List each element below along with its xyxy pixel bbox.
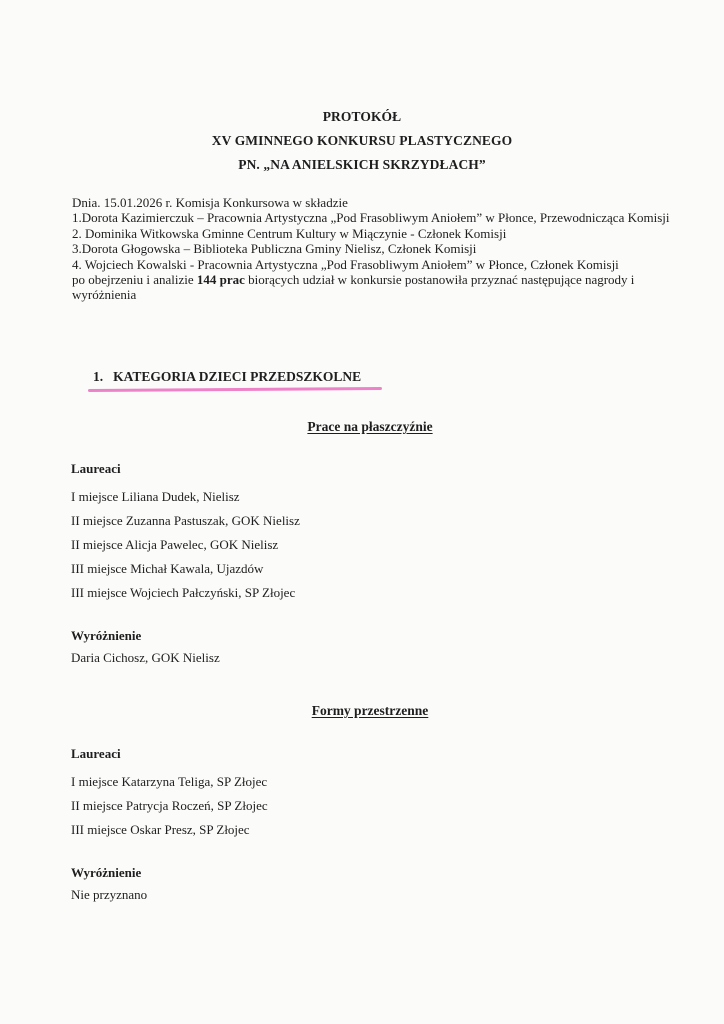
decision-text-start: po obejrzeniu i analizie [72, 272, 197, 288]
works-count: 144 prac [196, 272, 245, 288]
section-heading-spatial-forms [8, 703, 724, 719]
list-item: I miejsce Katarzyna Teliga, SP Złojec [71, 774, 268, 789]
list-item: III miejsce Wojciech Pałczyński, SP Złojec [71, 585, 296, 600]
laureates-list-spatial [71, 746, 268, 842]
list-item: I miejsce Liliana Dudek, Nielisz [71, 489, 240, 504]
distinctions-list-spatial [71, 865, 147, 907]
contest-subtitle: PN. „NA ANIELSKICH SKRZYDŁACH” [238, 157, 486, 172]
highlight-underline [88, 387, 382, 392]
committee-member-4: 4. Wojciech Kowalski - Pracownia Artystyczna „Pod Frasobliwym Aniołem” w Płonce, Członek Komisji [72, 256, 619, 272]
list-item: III miejsce Oskar Presz, SP Złojec [71, 822, 250, 837]
decision-text-end: biorących udział w konkursie postanowiła przyznać następujące nagrody i wyróżnienia [72, 272, 635, 303]
committee-member-2: 2. Dominika Witkowska Gminne Centrum Kultury w Miączynie - Członek Komisji [72, 225, 507, 241]
laureates-label: Laureaci [71, 746, 121, 761]
list-item: Nie przyznano [71, 887, 148, 902]
distinction-label: Wyróżnienie [71, 628, 142, 643]
list-item: Daria Cichosz, GOK Nielisz [71, 650, 220, 665]
list-item: III miejsce Michał Kawala, Ujazdów [71, 561, 264, 576]
distinction-label: Wyróżnienie [71, 865, 142, 880]
category-number: 1. [93, 369, 104, 384]
category-heading [93, 369, 361, 385]
intro-date-line: Dnia. 15.01.2026 r. Komisja Konkursowa w składzie [72, 195, 348, 210]
laureates-list-flat [71, 461, 300, 605]
document-title: PROTOKÓŁ [322, 109, 402, 124]
intro-paragraph [72, 195, 672, 303]
list-item: II miejsce Alicja Pawelec, GOK Nielisz [71, 537, 279, 552]
laureates-label: Laureaci [71, 461, 121, 476]
committee-member-1: 1.Dorota Kazimierczuk – Pracownia Artystyczna „Pod Frasobliwym Aniołem” w Płonce, Przewodnicząca Komisji [72, 210, 670, 226]
decision-text [72, 272, 672, 303]
list-item: II miejsce Patrycja Roczeń, SP Złojec [71, 798, 268, 813]
committee-member-3: 3.Dorota Głogowska – Biblioteka Publiczna Gminy Nielisz, Członek Komisji [72, 241, 477, 257]
distinctions-list-flat [71, 628, 220, 670]
section-title: Formy przestrzenne [311, 703, 429, 718]
section-title: Prace na płaszczyźnie [307, 419, 433, 434]
contest-name: XV GMINNEGO KONKURSU PLASTYCZNEGO [211, 133, 513, 148]
list-item: II miejsce Zuzanna Pastuszak, GOK Nielisz [71, 513, 300, 528]
category-title: KATEGORIA DZIECI PRZEDSZKOLNE [113, 369, 362, 384]
section-heading-flat-works [8, 419, 724, 435]
